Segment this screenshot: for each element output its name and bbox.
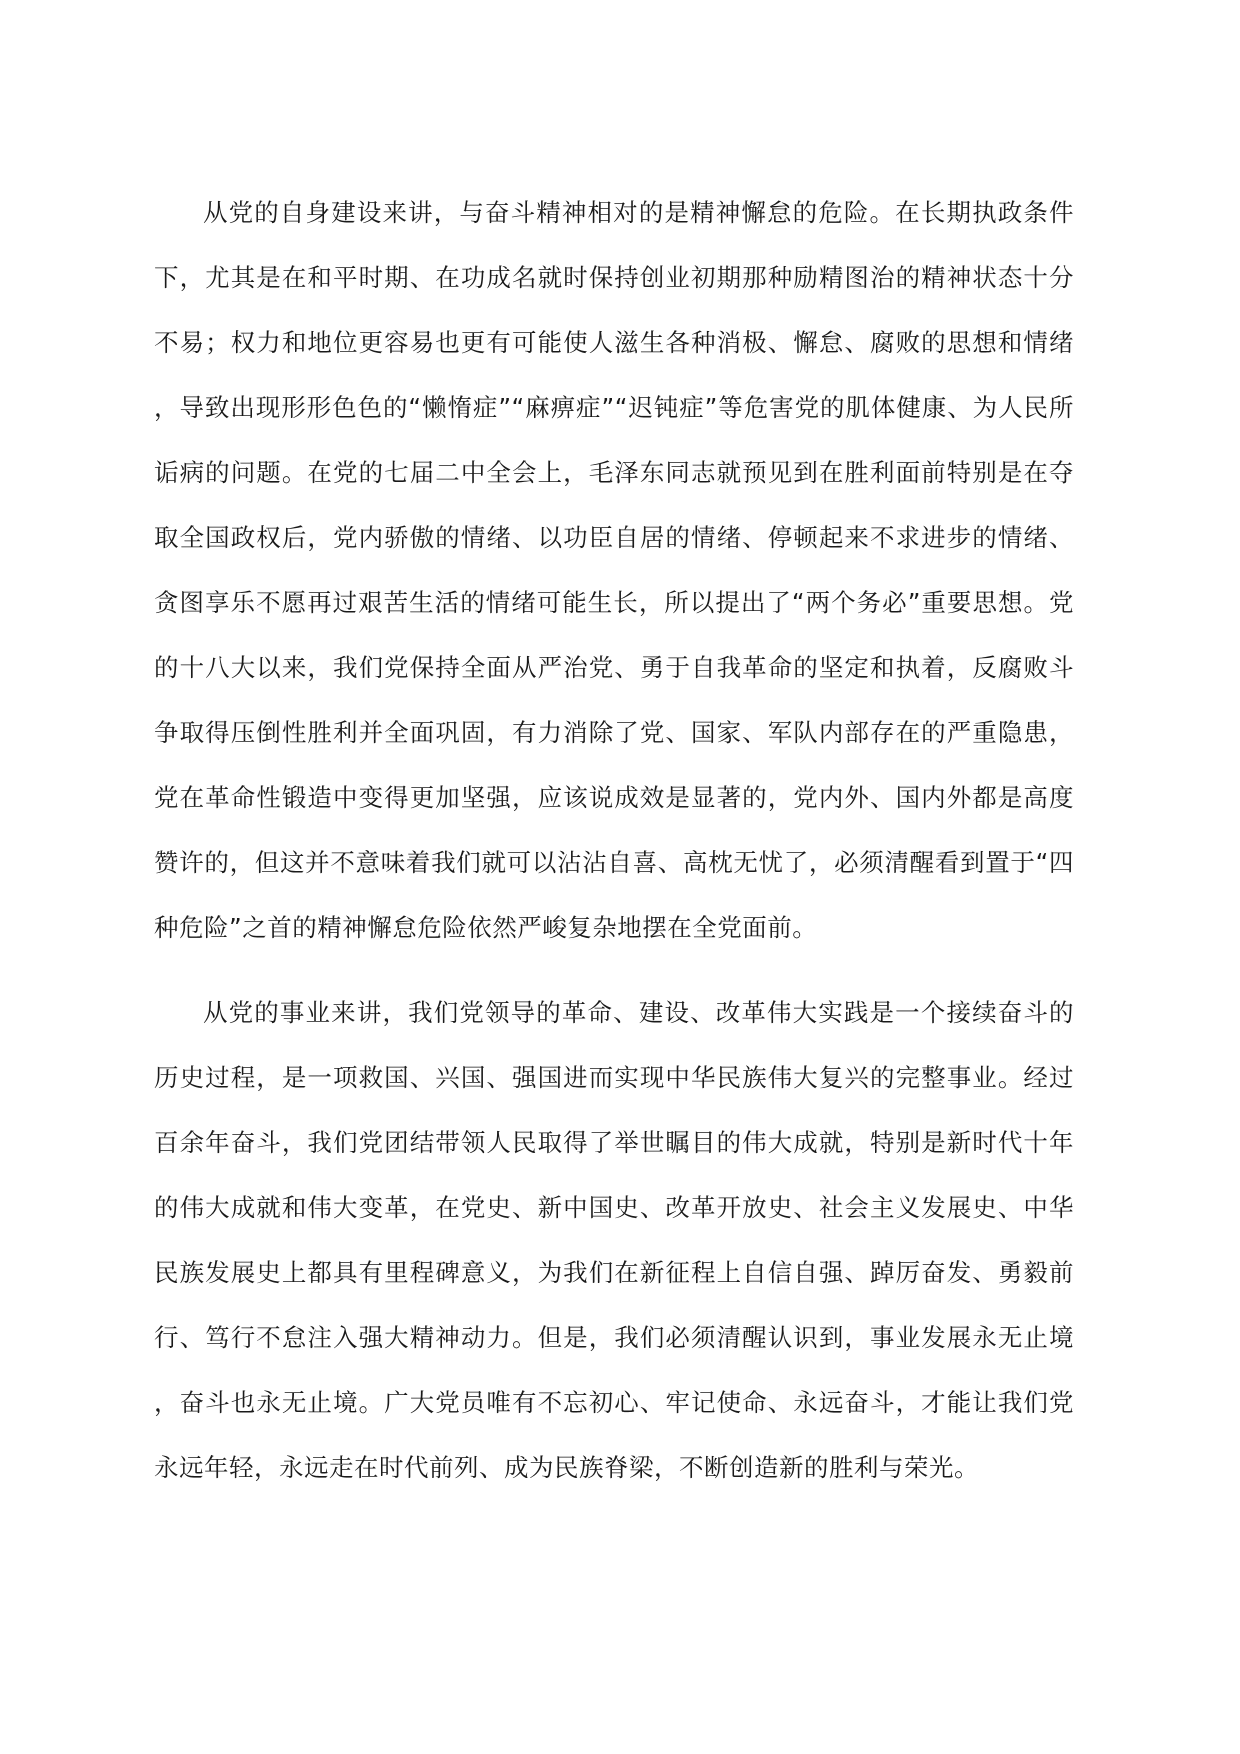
paragraph-party-self-building: 从党的自身建设来讲，与奋斗精神相对的是精神懈怠的危险。在长期执政条件下，尤其是在和平时期、在功成名就时保持创业初期那种励精图治的精神状态十分不易；权力和地位更容易也更有可能使人滋生各种消极、懈怠、腐败的思想和情绪，导致出现形形色色的“懒惰症”“麻痹症”“迟钝症”等危害党的肌体健康、为人民所诟病的问题。在党的七届二中全会上，毛泽东同志就预见到在胜利面前特别是在夺取全国政权后，党内骄傲的情绪、以功臣自居的情绪、停顿起来不求进步的情绪、贪图享乐不愿再过艰苦生活的情绪可能生长，所以提出了“两个务必”重要思想。党的十八大以来，我们党保持全面从严治党、勇于自我革命的坚定和执着，反腐败斗争取得压倒性胜利并全面巩固，有力消除了党、国家、军队内部存在的严重隐患，党在革命性锻造中变得更加坚强，应该说成效是显著的，党内外、国内外都是高度赞许的，但这并不意味着我们就可以沾沾自喜、高枕无忧了，必须清醒看到置于“四种危险”之首的精神懈怠危险依然严峻复杂地摆在全党面前。 (154, 198, 1074, 942)
document-page (154, 180, 1074, 1500)
paragraph-party-cause: 从党的事业来讲，我们党领导的革命、建设、改革伟大实践是一个接续奋斗的历史过程，是一项救国、兴国、强国进而实现中华民族伟大复兴的完整事业。经过百余年奋斗，我们党团结带领人民取得了举世瞩目的伟大成就，特别是新时代十年的伟大成就和伟大变革，在党史、新中国史、改革开放史、社会主义发展史、中华民族发展史上都具有里程碑意义，为我们在新征程上自信自强、踔厉奋发、勇毅前行、笃行不怠注入强大精神动力。但是，我们必须清醒认识到，事业发展永无止境，奋斗也永无止境。广大党员唯有不忘初心、牢记使命、永远奋斗，才能让我们党永远年轻，永远走在时代前列、成为民族脊梁，不断创造新的胜利与荣光。 (154, 998, 1074, 1482)
